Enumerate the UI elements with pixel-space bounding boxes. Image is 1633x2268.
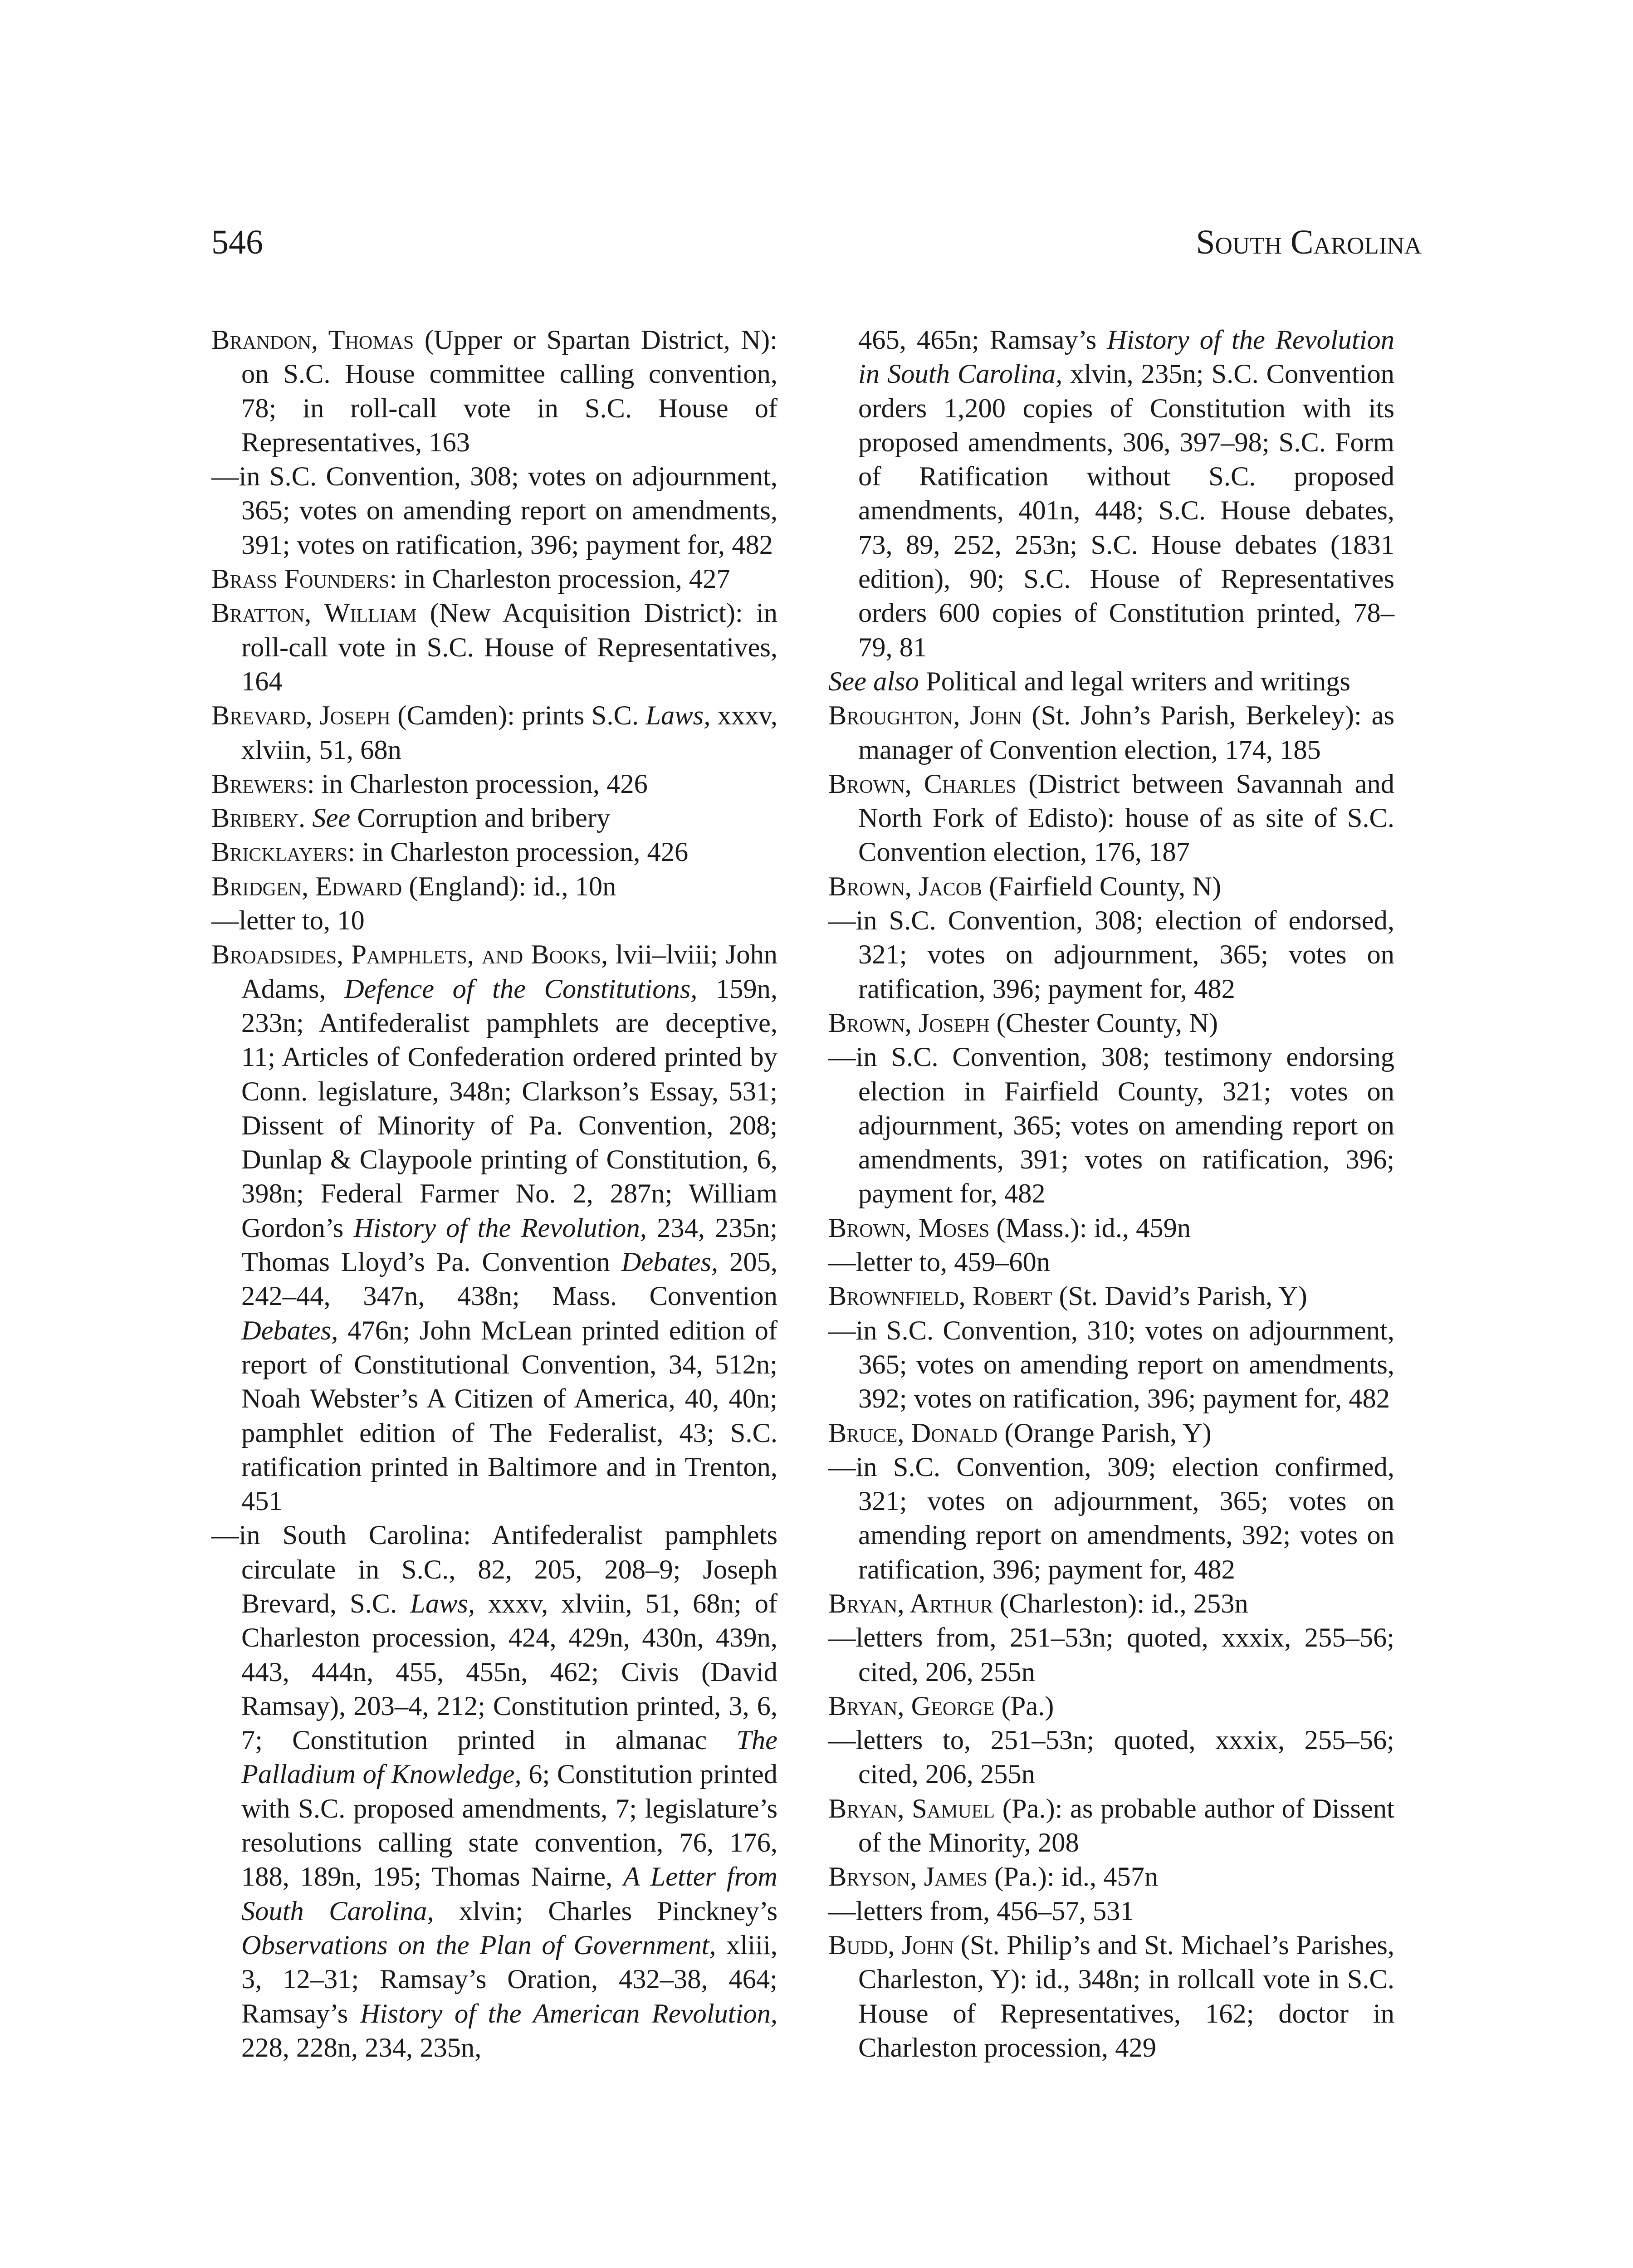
entry-italic: See [312,803,351,834]
index-entry [211,562,777,596]
index-entry [828,1279,1394,1313]
index-entry [211,904,777,938]
index-entry [211,323,777,459]
entry-text: : in Charleston procession, 426 [307,768,648,799]
entry-italic: Laws, [645,700,711,731]
index-entry [828,870,1394,904]
entry-text: 228, 228n, 234, 235n, [241,2032,482,2063]
index-entry [211,938,777,1518]
index-entry [828,1211,1394,1245]
entry-text: —letters from, 456–57, 531 [828,1896,1134,1926]
entry-text: (St. Philip’s and St. Michael’s Parishes, Charleston, Y): id., 348n; in rollcall vote in S.C. House of Representatives, 162; doctor in Charleston procession, 429 [858,1930,1394,2063]
entry-text: 234, 235n; Thomas Lloyd’s Pa. Convention [241,1212,778,1278]
entry-text: xlvin; Charles Pinckney’s [434,1896,777,1926]
entry-text [305,803,312,833]
entry-text: Corruption and bribery [350,803,611,834]
running-head [211,225,1422,259]
entry-text: (Pa.) [994,1691,1054,1721]
entry-heading: Budd, John [828,1930,954,1960]
entry-text: —letters from, 251–53n; quoted, xxxix, 255–56; cited, 206, 255n [828,1623,1394,1687]
entry-text: 205, 242–44, 347n, 438n; Mass. Convention [241,1247,778,1312]
entry-text: (St. John’s Parish, Berkeley): as manager of Convention election, 174, 185 [858,700,1394,765]
entry-text: 6; Constitution printed with S.C. proposed amendments, 7; legislature’s resolutions calling state convention, 76, 176, 188, 189n, 195; Thomas Nairne, [241,1759,777,1892]
running-title: South Carolina [1196,223,1422,261]
entry-heading: Bruce, Donald [828,1418,998,1448]
entry-text: 465, 465n; Ramsay’s [858,325,1107,355]
index-entry [828,1416,1394,1450]
entry-italic: The Palladium of Knowledge, [241,1725,777,1790]
index-entry [211,767,777,801]
entry-text: (Camden): prints S.C. [390,700,646,731]
entry-text: xliii, 3, 12–31; Ramsay’s Oration, 432–38, 464; Ramsay’s [241,1930,777,2029]
index-entry [828,1006,1394,1040]
index-entry [828,1723,1394,1792]
index-entry [211,699,777,767]
entry-text: xxxv, xlviin, 51, 68n [241,700,777,765]
entry-heading: Bryan, George [828,1691,995,1721]
entry-text: —in South Carolina: Antifederalist pamphlets circulate in S.C., 82, 205, 208–9; Joseph Brevard, S.C. [211,1520,777,1619]
index-entry [828,665,1394,699]
entry-heading: Bratton, William [211,598,417,629]
entry-text: (Chester County, N) [989,1007,1218,1038]
entry-italic: Laws, [410,1588,475,1619]
entry-text: xlvin, 235n; S.C. Convention orders 1,200 copies of Constitution with its proposed amendments, 306, 397–98; S.C. Form of Ratification without S.C. proposed amendments, 401n, 448; S.C. House debates, 73, 89, 252, 253n; S.C. House debates (1831 edition), 90; S.C. House of Representatives orders 600 copies of Constitution printed, 78–79, 81 [858,359,1394,663]
index-entry [828,1314,1394,1416]
page-number: 546 [211,223,263,261]
entry-text: 476n; John McLean printed edition of report of Constitutional Convention, 34, 512n; Noah Webster’s A Citizen of America, 40, 40n; pamphlet edition of The Federalist, 43; S.C. ratification printed in Baltimore and in Trenton, 451 [241,1315,777,1517]
entry-italic: Defence of the Constitutions, [344,973,698,1004]
entry-text: —letters to, 251–53n; quoted, xxxix, 255–56; cited, 206, 255n [828,1725,1394,1790]
entry-text: (District between Savannah and North Fork of Edisto): house of as site of S.C. Convention election, 176, 187 [858,768,1394,868]
entry-heading: Bryan, Samuel [828,1793,995,1824]
index-entry [828,1792,1394,1860]
entry-text: (St. David’s Parish, Y) [1052,1281,1307,1312]
entry-text: —in S.C. Convention, 308; election of endorsed, 321; votes on adjournment, 365; votes on ratification, 396; payment for, 482 [828,905,1394,1004]
entry-text: (Upper or Spartan District, N): on S.C. House committee calling convention, 78; in roll-call vote in S.C. House of Representatives, 163 [241,325,777,458]
entry-heading: Brandon, Thomas [211,325,414,355]
entry-text: (Pa.): as probable author of Dissent of the Minority, 208 [858,1793,1394,1858]
entry-italic: Observations on the Plan of Government, [241,1930,716,1960]
entry-text: (Charleston): id., 253n [993,1588,1248,1619]
entry-heading: Bribery. [211,803,306,834]
entry-italic: History of the American Revolution, [360,1998,778,2029]
index-entry [828,904,1394,1006]
index-entry [211,870,777,904]
entry-text: , lvii–lviii; John Adams, [241,939,777,1004]
entry-text: (Mass.): id., 459n [989,1212,1191,1243]
index-columns [211,323,1394,2065]
entry-heading: Brown, Charles [828,768,1017,799]
entry-heading: Brass Founders [211,564,390,595]
entry-text: : in Charleston procession, 427 [389,564,730,595]
index-entry [211,835,777,869]
index-entry [211,459,777,562]
entry-text: —in S.C. Convention, 309; election confirmed, 321; votes on adjournment, 365; votes on amending report on amendments, 392; votes on ratification, 396; payment for, 482 [828,1452,1394,1585]
entry-text: (England): id., 10n [402,871,616,902]
index-entry [828,1860,1394,1894]
entry-text: (Orange Parish, Y) [997,1418,1212,1448]
index-entry [828,1450,1394,1587]
entry-heading: Broughton, John [828,700,1022,731]
index-entry [828,1689,1394,1723]
index-entry [828,1245,1394,1279]
entry-heading: Brevard, Joseph [211,700,391,731]
entry-italic: Debates, [241,1315,338,1346]
entry-text: —in S.C. Convention, 308; votes on adjournment, 365; votes on amending report on amendments, 391; votes on ratification, 396; payment for, 482 [211,461,777,560]
entry-heading: Brown, Jacob [828,871,983,902]
entry-text: Political and legal writers and writings [919,666,1350,697]
entry-italic: Debates, [621,1247,719,1278]
entry-heading: Brewers [211,768,307,799]
entry-heading: Brownfield, Robert [828,1281,1052,1312]
index-column-right [828,323,1394,2065]
index-entry [828,1928,1394,2065]
entry-text: (Pa.): id., 457n [987,1862,1159,1892]
entry-italic: See also [828,666,919,697]
entry-italic: A Letter from South Carolina, [241,1862,777,1926]
entry-text: —letter to, 10 [211,905,365,936]
index-entry [211,1518,777,2065]
entry-italic: History of the Revolution in South Carolina, [858,325,1395,390]
entry-heading: Bryan, Arthur [828,1588,993,1619]
index-entry [828,699,1394,767]
entry-text: —in S.C. Convention, 308; testimony endorsing election in Fairfield County, 321; votes on adjournment, 365; votes on amending report on amendments, 391; votes on ratification, 396; payment for, 482 [828,1042,1394,1209]
index-entry [828,767,1394,870]
index-column-left [211,323,777,2065]
entry-text: —letter to, 459–60n [828,1247,1050,1278]
entry-text: : in Charleston procession, 426 [347,837,689,868]
entry-text: (Fairfield County, N) [982,871,1222,902]
entry-italic: History of the Revolution, [353,1212,647,1243]
index-entry [828,1894,1394,1928]
index-entry [211,596,777,699]
entry-text: xxxv, xlviin, 51, 68n; of Charleston procession, 424, 429n, 430n, 439n, 443, 444n, 455, 455n, 462; Civis (David Ramsay), 203–4, 212; Constitution printed, 3, 6, 7; Constitution printed in almanac [241,1588,777,1756]
entry-text: —in S.C. Convention, 310; votes on adjournment, 365; votes on amending report on amendments, 392; votes on ratification, 396; payment for, 482 [828,1315,1394,1414]
entry-heading: Broadsides, Pamphlets, and Books [211,939,601,970]
entry-heading: Bridgen, Edward [211,871,402,902]
index-entry [828,323,1394,665]
entry-text: (New Acquisition District): in roll-call vote in S.C. House of Representatives, 164 [241,598,777,697]
entry-heading: Brown, Moses [828,1212,990,1243]
entry-heading: Bryson, James [828,1862,988,1892]
index-entry [828,1621,1394,1689]
index-entry [828,1587,1394,1621]
index-entry [828,1040,1394,1211]
entry-heading: Brown, Joseph [828,1007,990,1038]
entry-heading: Bricklayers [211,837,348,868]
entry-text: 159n, 233n; Antifederalist pamphlets are deceptive, 11; Articles of Confederation ordered printed by Conn. legislature, 348n; Clarkson’s Essay, 531; Dissent of Minority of Pa. Convention, 208; Dunlap & Claypoole printing of Constitution, 6, 398n; Federal Farmer No. 2, 287n; William Gordon’s [241,973,777,1243]
index-entry [211,801,777,835]
